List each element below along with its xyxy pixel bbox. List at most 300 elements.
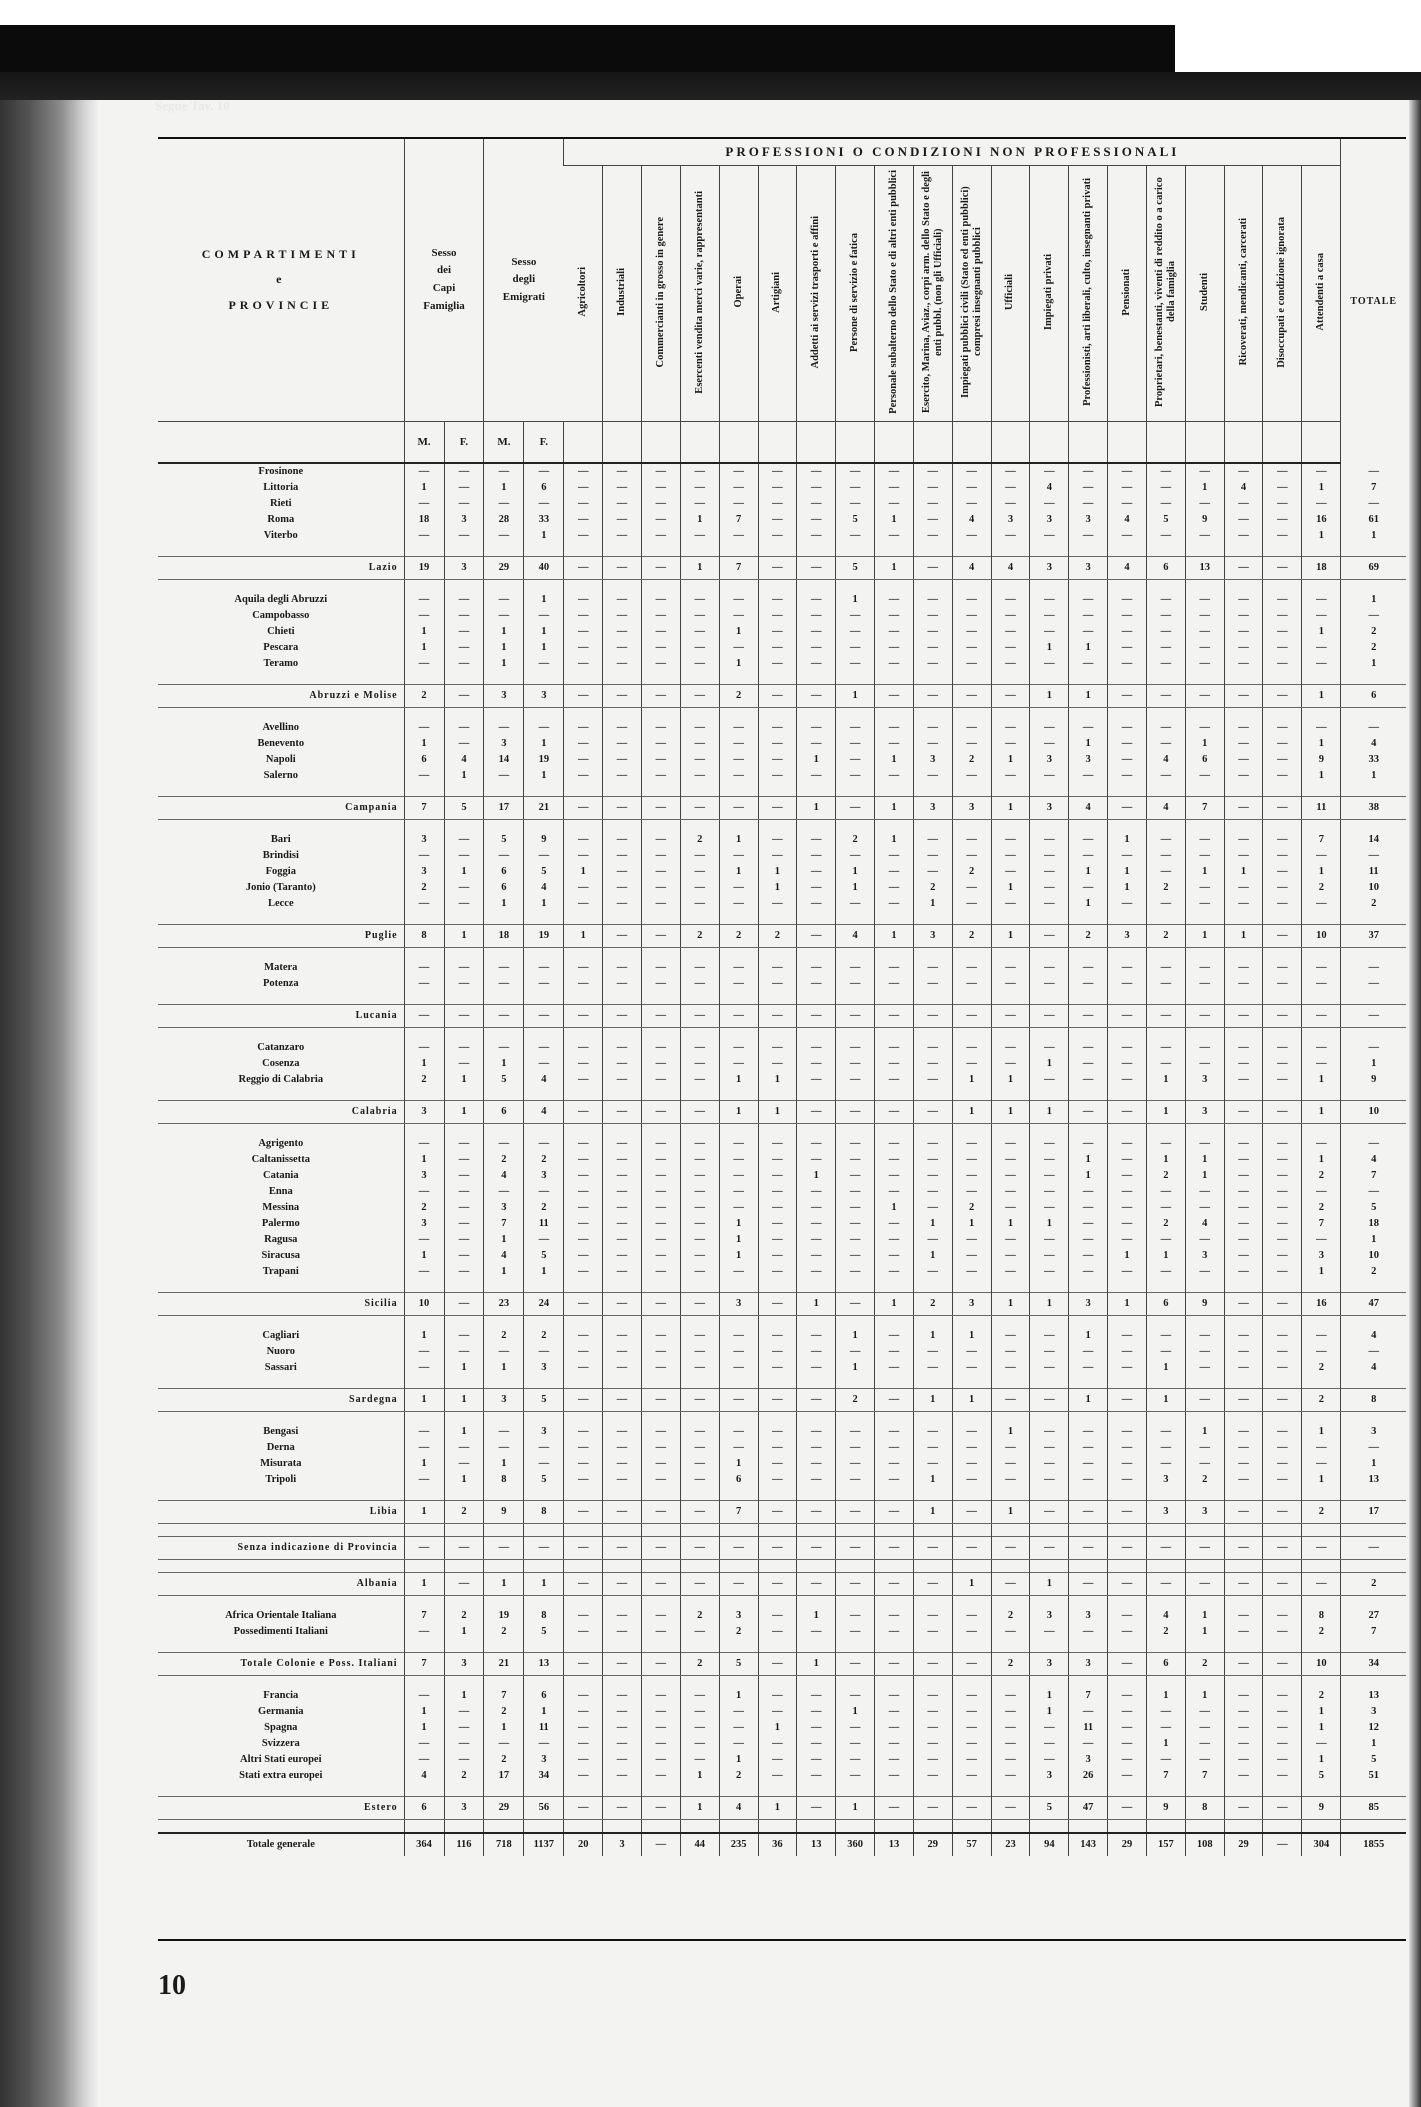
value-cell: — bbox=[1185, 720, 1224, 736]
value-cell: 2 bbox=[680, 1608, 719, 1624]
row-spacer bbox=[158, 1088, 1406, 1101]
value-cell: — bbox=[836, 1056, 875, 1072]
total-cell: — bbox=[1341, 608, 1406, 624]
value-cell: — bbox=[603, 832, 642, 848]
value-cell: 2 bbox=[524, 1328, 564, 1344]
value-cell: 1 bbox=[836, 1704, 875, 1720]
value-cell: — bbox=[1224, 1688, 1263, 1704]
spacer-cell bbox=[1108, 1676, 1147, 1689]
value-cell: — bbox=[758, 976, 797, 992]
value-cell: — bbox=[680, 1184, 719, 1200]
value-cell: — bbox=[875, 463, 914, 480]
value-cell: — bbox=[875, 1456, 914, 1472]
spacer-cell bbox=[1341, 1412, 1406, 1425]
value-cell: 1 bbox=[1302, 480, 1341, 496]
spacer-cell bbox=[1341, 820, 1406, 833]
row-label: Agrigento bbox=[258, 1138, 304, 1149]
value-cell: — bbox=[680, 1056, 719, 1072]
table-row bbox=[158, 1752, 1406, 1768]
value-cell: — bbox=[564, 1248, 603, 1264]
value-cell: — bbox=[719, 1424, 758, 1440]
value-cell: 19 bbox=[524, 925, 564, 948]
value-cell: — bbox=[1146, 1720, 1185, 1736]
value-cell: 2 bbox=[952, 925, 991, 948]
value-cell: — bbox=[875, 624, 914, 640]
value-cell: — bbox=[484, 848, 524, 864]
value-cell: — bbox=[758, 592, 797, 608]
total-cell: 2 bbox=[1341, 640, 1406, 656]
spacer-cell bbox=[524, 1280, 564, 1293]
total-cell: 1 bbox=[1341, 528, 1406, 544]
spacer-cell bbox=[603, 912, 642, 925]
table-row bbox=[158, 1232, 1406, 1248]
value-cell: 17 bbox=[484, 797, 524, 820]
table-row bbox=[158, 608, 1406, 624]
value-cell: — bbox=[641, 480, 680, 496]
value-cell: — bbox=[991, 1736, 1030, 1752]
value-cell: — bbox=[1224, 1168, 1263, 1184]
value-cell: 18 bbox=[404, 512, 444, 528]
value-cell: — bbox=[836, 1424, 875, 1440]
value-cell: — bbox=[444, 592, 484, 608]
value-cell: — bbox=[875, 960, 914, 976]
value-cell: — bbox=[1263, 1056, 1302, 1072]
value-cell: — bbox=[1185, 1328, 1224, 1344]
value-cell: 2 bbox=[1302, 1389, 1341, 1412]
value-cell: — bbox=[564, 608, 603, 624]
sesso-capi-line: Capi bbox=[432, 282, 456, 294]
spacer-cell bbox=[991, 948, 1030, 961]
total-cell: 4 bbox=[1341, 1360, 1406, 1376]
spacer-cell bbox=[404, 544, 444, 557]
spacer-cell bbox=[564, 1820, 603, 1834]
value-cell: — bbox=[564, 1424, 603, 1440]
value-cell: — bbox=[1224, 1768, 1263, 1784]
sesso-capi-line: Famiglia bbox=[423, 299, 465, 312]
value-cell: — bbox=[1108, 463, 1147, 480]
value-cell: — bbox=[913, 1688, 952, 1704]
spacer-cell bbox=[952, 1596, 991, 1609]
subtotal-row bbox=[158, 1537, 1406, 1560]
spacer-cell bbox=[484, 1596, 524, 1609]
value-cell: — bbox=[758, 720, 797, 736]
value-cell: — bbox=[758, 1293, 797, 1316]
value-cell: 5 bbox=[1146, 512, 1185, 528]
row-label: Bari bbox=[270, 834, 291, 845]
value-cell: 1 bbox=[404, 736, 444, 752]
spacer-cell bbox=[641, 580, 680, 593]
spacer-cell bbox=[1224, 580, 1263, 593]
value-cell: — bbox=[1146, 768, 1185, 784]
value-cell: 13 bbox=[875, 1833, 914, 1856]
value-cell: — bbox=[444, 832, 484, 848]
value-cell: — bbox=[680, 720, 719, 736]
value-cell: — bbox=[991, 1168, 1030, 1184]
value-cell: — bbox=[836, 1608, 875, 1624]
value-cell: 1 bbox=[1030, 1688, 1069, 1704]
spacer-cell bbox=[564, 544, 603, 557]
value-cell: — bbox=[1224, 1704, 1263, 1720]
profession-header-label: Commercianti in grosso in genere bbox=[654, 216, 666, 368]
spacer-cell bbox=[484, 708, 524, 721]
value-cell: — bbox=[680, 797, 719, 820]
value-cell: 157 bbox=[1146, 1833, 1185, 1856]
value-cell: 1 bbox=[1302, 1152, 1341, 1168]
profession-header bbox=[913, 166, 952, 422]
spacer-cell bbox=[797, 992, 836, 1005]
value-cell: — bbox=[797, 656, 836, 672]
value-cell: — bbox=[991, 685, 1030, 708]
value-cell: 9 bbox=[1185, 1293, 1224, 1316]
spacer-cell bbox=[836, 1560, 875, 1573]
value-cell: — bbox=[991, 1248, 1030, 1264]
spacer-cell bbox=[484, 1412, 524, 1425]
value-cell: 3 bbox=[484, 1200, 524, 1216]
value-cell: — bbox=[797, 1456, 836, 1472]
spacer-cell bbox=[1185, 1124, 1224, 1137]
value-cell: — bbox=[1069, 1200, 1108, 1216]
spacer-cell bbox=[836, 580, 875, 593]
value-cell: — bbox=[875, 1072, 914, 1088]
spacer-cell bbox=[1302, 544, 1341, 557]
value-cell: 2 bbox=[1069, 925, 1108, 948]
value-cell: 143 bbox=[1069, 1833, 1108, 1856]
value-cell: — bbox=[603, 1797, 642, 1820]
value-cell: 1 bbox=[952, 1328, 991, 1344]
profession-header bbox=[641, 166, 680, 422]
value-cell: — bbox=[1185, 880, 1224, 896]
value-cell: — bbox=[1108, 736, 1147, 752]
spacer-cell bbox=[641, 1820, 680, 1834]
spacer-cell bbox=[991, 1124, 1030, 1137]
spacer-cell bbox=[991, 1088, 1030, 1101]
value-cell: — bbox=[719, 1168, 758, 1184]
spacer-cell bbox=[158, 708, 404, 721]
spacer-cell bbox=[991, 912, 1030, 925]
spacer-cell bbox=[444, 784, 484, 797]
value-cell: — bbox=[484, 1440, 524, 1456]
value-cell: — bbox=[524, 960, 564, 976]
value-cell: — bbox=[524, 1456, 564, 1472]
spacer-cell bbox=[875, 1676, 914, 1689]
spacer-cell bbox=[603, 1028, 642, 1041]
value-cell: 3 bbox=[404, 832, 444, 848]
value-cell: — bbox=[952, 1005, 991, 1028]
spacer-cell bbox=[1146, 1524, 1185, 1537]
value-cell: 1 bbox=[1185, 1624, 1224, 1640]
value-cell: — bbox=[758, 1608, 797, 1624]
spacer-cell bbox=[404, 912, 444, 925]
value-cell: — bbox=[444, 1216, 484, 1232]
value-cell: — bbox=[758, 608, 797, 624]
value-cell: — bbox=[1224, 1101, 1263, 1124]
value-cell: — bbox=[913, 1344, 952, 1360]
spacer-cell bbox=[1069, 1488, 1108, 1501]
value-cell: — bbox=[1263, 1537, 1302, 1560]
row-label: Chieti bbox=[267, 626, 295, 637]
value-cell: — bbox=[1263, 640, 1302, 656]
spacer-cell bbox=[1224, 912, 1263, 925]
value-cell: 3 bbox=[1108, 925, 1147, 948]
value-cell: — bbox=[758, 1440, 797, 1456]
profession-header bbox=[719, 166, 758, 422]
value-cell: — bbox=[991, 1752, 1030, 1768]
value-cell: — bbox=[1302, 463, 1341, 480]
value-cell: 1 bbox=[1146, 1152, 1185, 1168]
value-cell: — bbox=[1302, 960, 1341, 976]
value-cell: — bbox=[641, 1136, 680, 1152]
value-cell: 1 bbox=[952, 1573, 991, 1596]
row-label: Tripoli bbox=[265, 1474, 297, 1485]
value-cell: — bbox=[641, 1768, 680, 1784]
spacer-cell bbox=[991, 1488, 1030, 1501]
value-cell: 7 bbox=[1302, 1216, 1341, 1232]
value-cell: — bbox=[1224, 1072, 1263, 1088]
value-cell: 1 bbox=[991, 1293, 1030, 1316]
value-cell: 1 bbox=[797, 797, 836, 820]
spacer-cell bbox=[1185, 1596, 1224, 1609]
profession-header-label: Artigiani bbox=[771, 271, 783, 313]
spacer-cell bbox=[524, 580, 564, 593]
value-cell: — bbox=[484, 496, 524, 512]
value-cell: — bbox=[875, 1768, 914, 1784]
value-cell: 1 bbox=[524, 624, 564, 640]
spacer-cell bbox=[1146, 1676, 1185, 1689]
value-cell: — bbox=[404, 592, 444, 608]
value-cell: — bbox=[1069, 1573, 1108, 1596]
value-cell: — bbox=[1030, 624, 1069, 640]
spacer-cell bbox=[444, 708, 484, 721]
value-cell: — bbox=[797, 1768, 836, 1784]
value-cell: — bbox=[719, 463, 758, 480]
spacer-cell bbox=[444, 1028, 484, 1041]
value-cell: — bbox=[1224, 1440, 1263, 1456]
value-cell: — bbox=[1224, 976, 1263, 992]
value-cell: 3 bbox=[1030, 1608, 1069, 1624]
subtotal-row bbox=[158, 1501, 1406, 1524]
header-compartimenti: COMPARTIMENTI bbox=[201, 247, 360, 262]
profession-header bbox=[991, 166, 1030, 422]
spacer-cell bbox=[680, 992, 719, 1005]
spacer-cell bbox=[404, 820, 444, 833]
value-cell: — bbox=[719, 1344, 758, 1360]
table-row bbox=[158, 1184, 1406, 1200]
value-cell: — bbox=[952, 1168, 991, 1184]
spacer-cell bbox=[1263, 1088, 1302, 1101]
value-cell: — bbox=[1146, 720, 1185, 736]
subtotal-row bbox=[158, 1005, 1406, 1028]
spacer-cell bbox=[1302, 708, 1341, 721]
value-cell: 5 bbox=[524, 864, 564, 880]
subtotal-row bbox=[158, 1101, 1406, 1124]
value-cell: — bbox=[991, 1797, 1030, 1820]
spacer-cell bbox=[1302, 1488, 1341, 1501]
value-cell: 3 bbox=[1069, 1608, 1108, 1624]
spacer-cell bbox=[913, 580, 952, 593]
profession-header bbox=[836, 166, 875, 422]
value-cell: 1 bbox=[1302, 1424, 1341, 1440]
spacer-cell bbox=[875, 1124, 914, 1137]
value-cell: — bbox=[875, 1424, 914, 1440]
value-cell: — bbox=[444, 896, 484, 912]
spacer-cell bbox=[1108, 1376, 1147, 1389]
value-cell: — bbox=[1108, 1653, 1147, 1676]
subtotal-row bbox=[158, 797, 1406, 820]
value-cell: 1 bbox=[444, 1072, 484, 1088]
spacer-cell bbox=[1146, 1280, 1185, 1293]
value-cell: — bbox=[680, 624, 719, 640]
total-cell: 10 bbox=[1341, 880, 1406, 896]
spacer-cell bbox=[719, 1596, 758, 1609]
spacer-cell bbox=[991, 1412, 1030, 1425]
value-cell: — bbox=[1224, 1056, 1263, 1072]
spacer-cell bbox=[797, 1028, 836, 1041]
spacer-cell bbox=[158, 912, 404, 925]
spacer-cell bbox=[603, 1316, 642, 1329]
spacer-cell bbox=[952, 1376, 991, 1389]
value-cell: — bbox=[641, 608, 680, 624]
row-spacer bbox=[158, 1784, 1406, 1797]
value-cell: — bbox=[404, 1736, 444, 1752]
value-cell: 3 bbox=[1146, 1472, 1185, 1488]
value-cell: — bbox=[1185, 496, 1224, 512]
spacer-cell bbox=[641, 1676, 680, 1689]
value-cell: — bbox=[991, 496, 1030, 512]
spacer-cell bbox=[1108, 784, 1147, 797]
value-cell: — bbox=[603, 1293, 642, 1316]
spacer-cell bbox=[641, 672, 680, 685]
spacer-cell bbox=[1341, 1088, 1406, 1101]
value-cell: 1137 bbox=[524, 1833, 564, 1856]
spacer-cell bbox=[564, 1316, 603, 1329]
value-cell: — bbox=[1146, 1537, 1185, 1560]
value-cell: — bbox=[404, 1344, 444, 1360]
spacer-cell bbox=[641, 1412, 680, 1425]
spacer-cell bbox=[1302, 1376, 1341, 1389]
value-cell: — bbox=[952, 1736, 991, 1752]
value-cell: 1 bbox=[524, 736, 564, 752]
value-cell: 13 bbox=[1185, 557, 1224, 580]
value-cell: — bbox=[680, 960, 719, 976]
value-cell: — bbox=[1224, 1136, 1263, 1152]
spacer-cell bbox=[1263, 1596, 1302, 1609]
row-label: Aquila degli Abruzzi bbox=[234, 594, 328, 605]
value-cell: — bbox=[603, 768, 642, 784]
value-cell: — bbox=[758, 768, 797, 784]
mf-spacer bbox=[758, 422, 797, 464]
spacer-cell bbox=[1030, 1560, 1069, 1573]
value-cell: — bbox=[1263, 1232, 1302, 1248]
spacer-cell bbox=[913, 1316, 952, 1329]
value-cell: — bbox=[1146, 848, 1185, 864]
scan-binding-shadow bbox=[0, 100, 100, 2107]
spacer-cell bbox=[758, 1280, 797, 1293]
spacer-cell bbox=[758, 1376, 797, 1389]
value-cell: — bbox=[991, 624, 1030, 640]
spacer-cell bbox=[1224, 1640, 1263, 1653]
value-cell: — bbox=[719, 1573, 758, 1596]
value-cell: — bbox=[603, 685, 642, 708]
value-cell: 6 bbox=[524, 1688, 564, 1704]
spacer-cell bbox=[875, 1560, 914, 1573]
value-cell: — bbox=[524, 1005, 564, 1028]
spacer-cell bbox=[1069, 1376, 1108, 1389]
value-cell: — bbox=[758, 1136, 797, 1152]
value-cell: — bbox=[1108, 1040, 1147, 1056]
spacer-cell bbox=[1146, 1124, 1185, 1137]
value-cell: 7 bbox=[404, 1653, 444, 1676]
value-cell: — bbox=[641, 1704, 680, 1720]
value-cell: — bbox=[1108, 976, 1147, 992]
value-cell: 2 bbox=[719, 685, 758, 708]
spacer-cell bbox=[484, 1820, 524, 1834]
spacer-cell bbox=[1302, 1088, 1341, 1101]
spacer-cell bbox=[952, 672, 991, 685]
value-cell: — bbox=[564, 496, 603, 512]
spacer-cell bbox=[404, 1524, 444, 1537]
spacer-cell bbox=[991, 784, 1030, 797]
value-cell: — bbox=[1263, 1216, 1302, 1232]
value-cell: 1 bbox=[719, 864, 758, 880]
value-cell: 1 bbox=[444, 1624, 484, 1640]
spacer-cell bbox=[1302, 672, 1341, 685]
spacer-cell bbox=[913, 1028, 952, 1041]
spacer-cell bbox=[444, 544, 484, 557]
spacer-cell bbox=[719, 1376, 758, 1389]
spacer-cell bbox=[1185, 1784, 1224, 1797]
value-cell: 21 bbox=[484, 1653, 524, 1676]
spacer-cell bbox=[1030, 1088, 1069, 1101]
value-cell: — bbox=[444, 608, 484, 624]
spacer-cell bbox=[1224, 1596, 1263, 1609]
value-cell: — bbox=[1263, 832, 1302, 848]
row-spacer bbox=[158, 1280, 1406, 1293]
spacer-cell bbox=[564, 1280, 603, 1293]
value-cell: — bbox=[603, 624, 642, 640]
spacer-cell bbox=[484, 784, 524, 797]
value-cell: 1 bbox=[404, 1056, 444, 1072]
mf-spacer bbox=[797, 422, 836, 464]
value-cell: — bbox=[952, 1704, 991, 1720]
value-cell: — bbox=[758, 624, 797, 640]
table-row bbox=[158, 1624, 1406, 1640]
value-cell: 2 bbox=[1302, 1200, 1341, 1216]
value-cell: — bbox=[1224, 1573, 1263, 1596]
value-cell: 2 bbox=[1302, 1624, 1341, 1640]
value-cell: — bbox=[875, 1328, 914, 1344]
spacer-cell bbox=[1224, 820, 1263, 833]
profession-header bbox=[603, 166, 642, 422]
value-cell: 9 bbox=[1146, 1797, 1185, 1820]
value-cell: 1 bbox=[404, 1389, 444, 1412]
value-cell: — bbox=[603, 720, 642, 736]
value-cell: — bbox=[1108, 1704, 1147, 1720]
value-cell: 3 bbox=[1030, 557, 1069, 580]
spacer-cell bbox=[1030, 1784, 1069, 1797]
value-cell: 1 bbox=[875, 557, 914, 580]
value-cell: — bbox=[913, 720, 952, 736]
value-cell: — bbox=[797, 1472, 836, 1488]
value-cell: — bbox=[1030, 1472, 1069, 1488]
value-cell: — bbox=[680, 1360, 719, 1376]
value-cell: — bbox=[913, 1040, 952, 1056]
professions-banner: PROFESSIONI O CONDIZIONI NON PROFESSIONALI bbox=[564, 139, 1341, 166]
value-cell: 1 bbox=[484, 1573, 524, 1596]
spacer-cell bbox=[875, 708, 914, 721]
value-cell: — bbox=[1263, 768, 1302, 784]
spacer-cell bbox=[1030, 948, 1069, 961]
value-cell: — bbox=[991, 1232, 1030, 1248]
